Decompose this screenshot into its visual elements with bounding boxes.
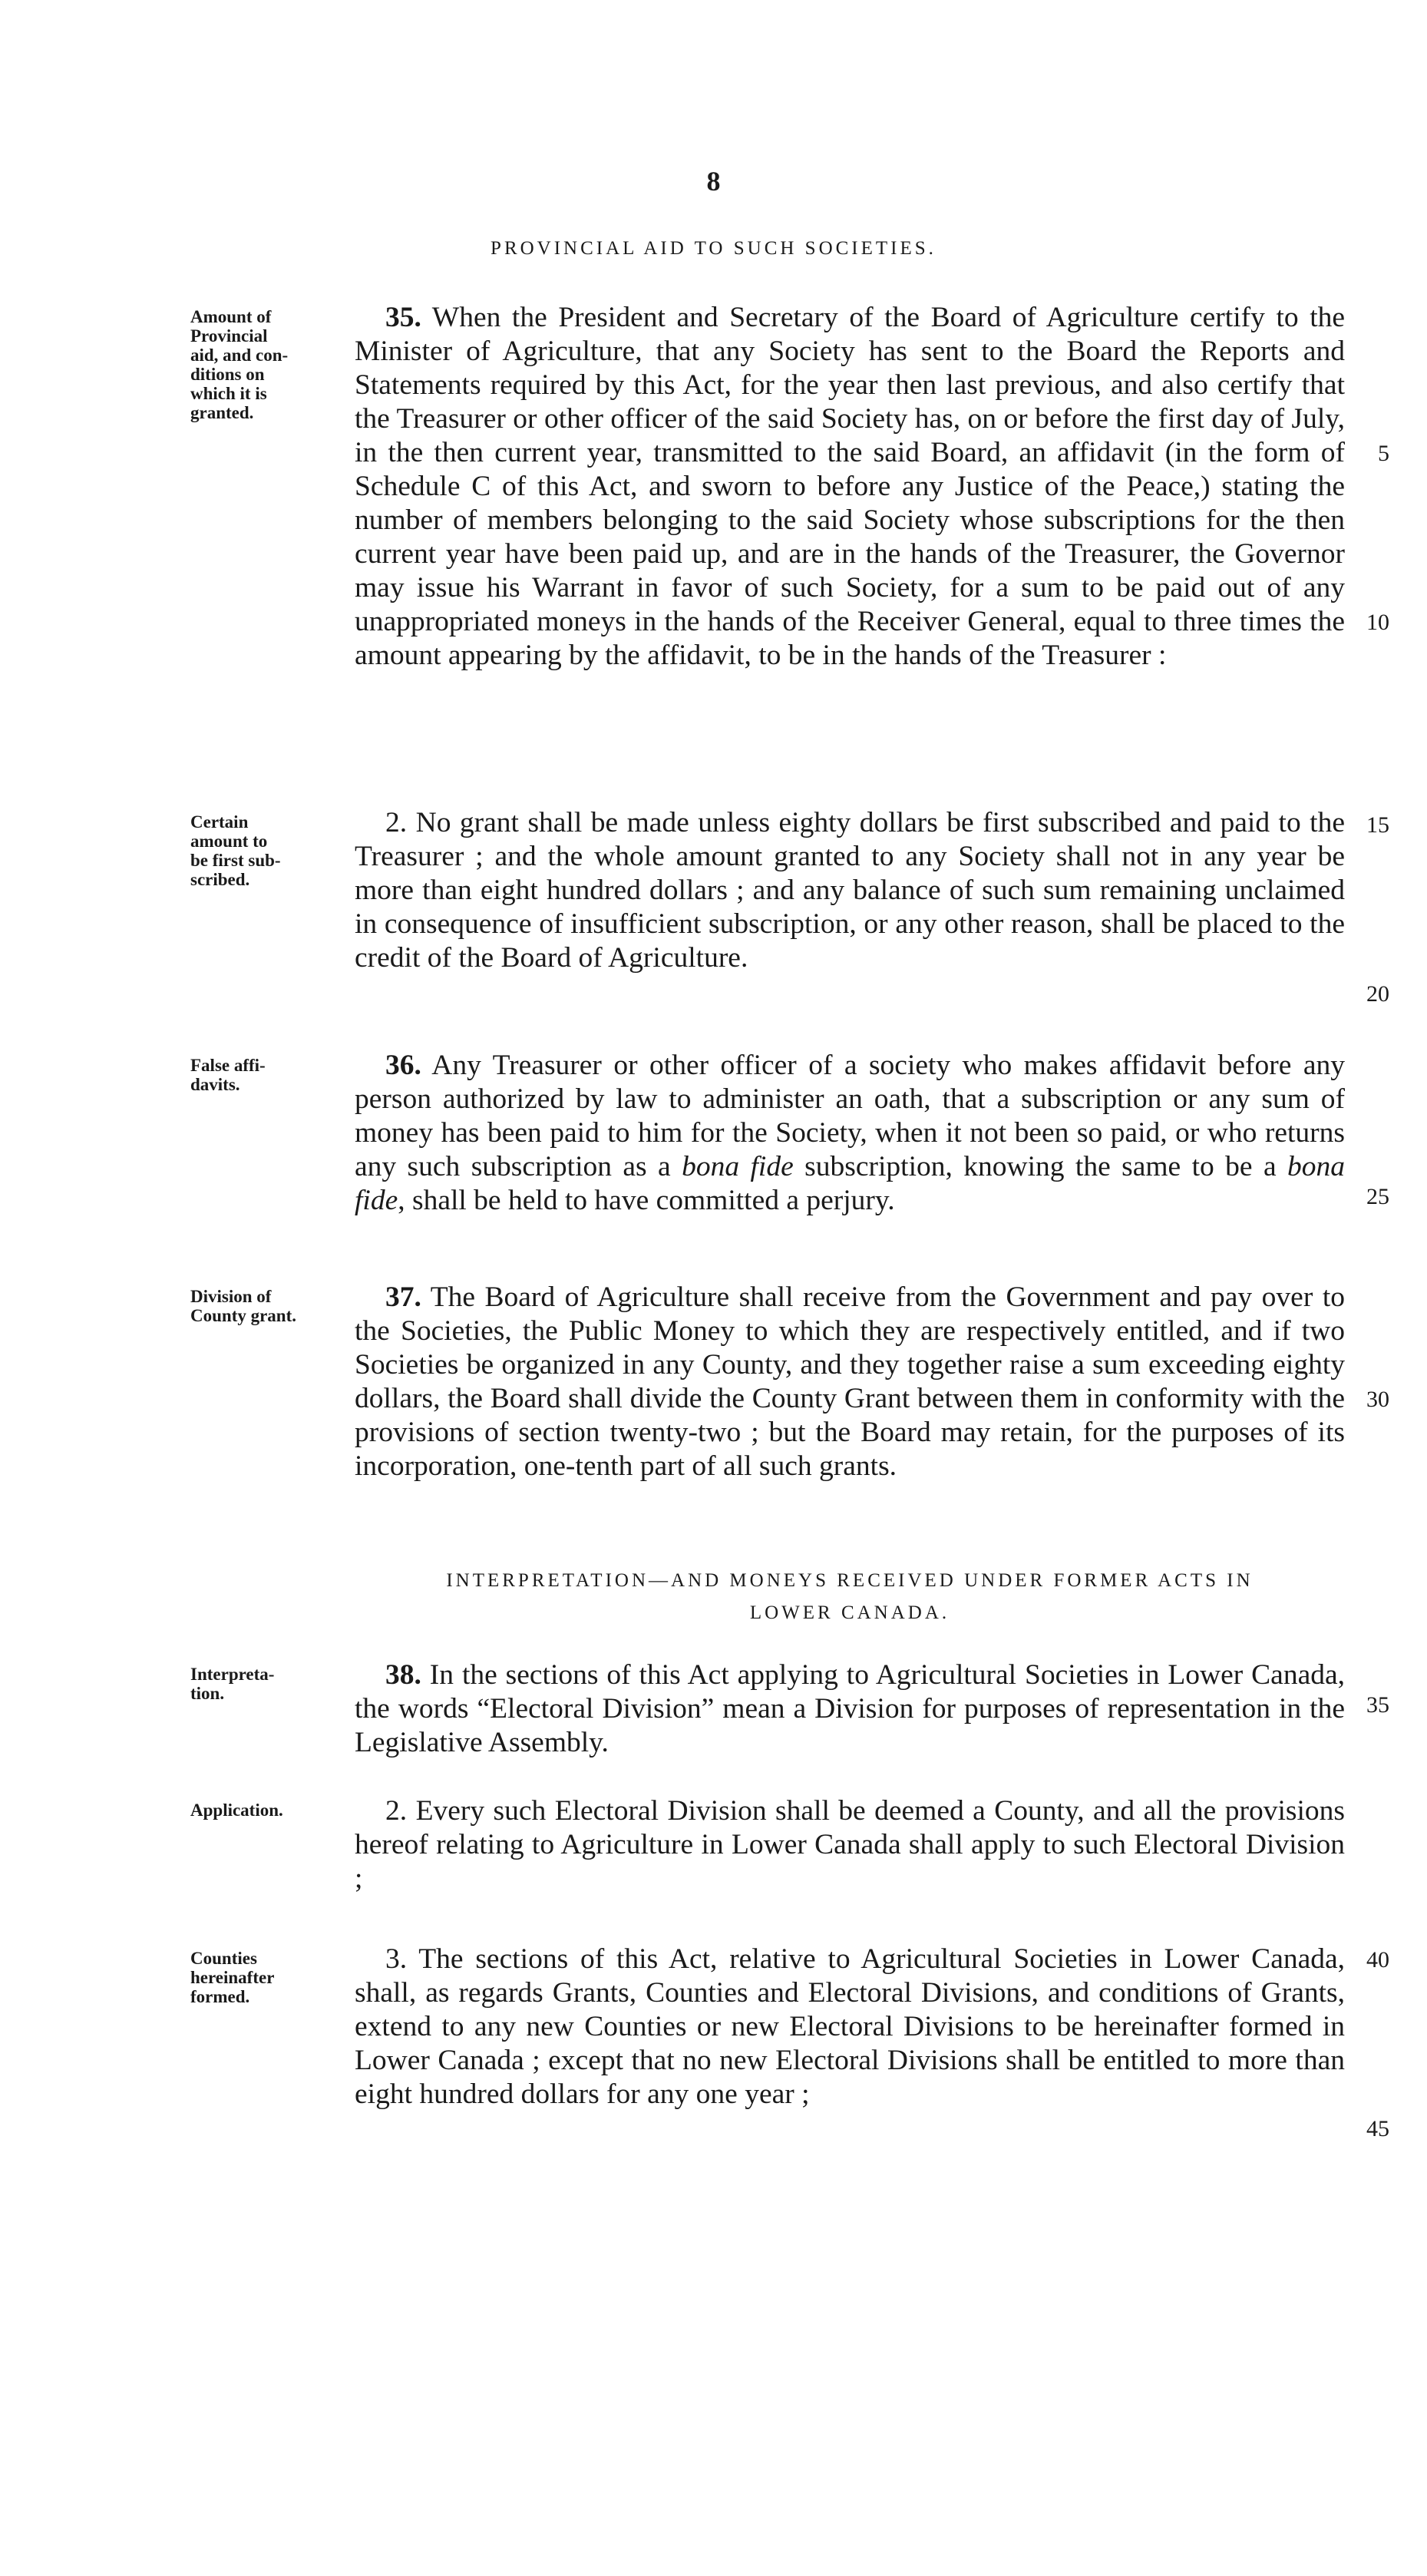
section-number: 2. — [385, 1795, 408, 1827]
line-number: 5 — [1378, 441, 1389, 466]
marginal-note: Amount of Provincial aid, and con- ditions on which it is granted. — [190, 307, 289, 422]
line-number: 15 — [1366, 812, 1389, 838]
line-number: 25 — [1366, 1184, 1389, 1209]
section-text: When the President and Secretary of the Board of Agriculture certify to the Minister of Agriculture, that any Society has sent to the Board the Reports and Statements required by this Act, for the year then last previous, and also certify that the Treasurer or other officer of the said Society has, on or before the first day of July, in the then current year, transmitted to the said Board, an affidavit (in the form of Schedule C of this Act, and sworn to before any Justice of the Peace,) stating the number of members belonging to the said Society whose subscriptions for the then current year have been paid up, and are in the hands of the Treasurer, the Governor may issue his Warrant in favor of such Society, for a sum to be paid out of any unappropriated moneys in the hands of the Receiver General, equal to three times the amount appearing by the affidavit, to be in the hands of the Treasurer : — [355, 302, 1346, 671]
section-38 — [355, 1658, 1345, 1760]
section-number: 35. — [385, 302, 421, 333]
section-number: 36. — [385, 1050, 421, 1081]
section-text: The Board of Agriculture shall receive from the Government and pay over to the Societies, the Public Money to which they are respectively entitled, and if two Societies be organized in any County, and they together raise a sum exceeding eighty dollars, the Board shall divide the County Grant between them in conformity with the provisions of section twenty-two ; but the Board may retain, for the purposes of its incorporation, one-tenth part of all such grants. — [355, 1281, 1345, 1482]
section-text: The sections of this Act, relative to Agricultural Societies in Lower Canada, shall, as regards Grants, Counties and Electoral Divisions, and conditions of Grants, extend to any new Counties or new Electoral Divisions to be hereinafter formed in Lower Canada ; except that no new Electoral Divisions shall be entitled to more than eight hundred dollars for any one year ; — [355, 1943, 1345, 2110]
section-35 — [355, 301, 1345, 673]
page-number: 8 — [706, 166, 721, 197]
marginal-note: Division of County grant. — [190, 1287, 297, 1325]
section-number: 38. — [385, 1659, 421, 1691]
line-number: 45 — [1366, 2116, 1389, 2141]
section-38-3 — [355, 1943, 1345, 2111]
line-number: 30 — [1366, 1387, 1389, 1412]
section-text: Any Treasurer or other officer of a society who makes affidavit before any person authorized by law to administer an oath, that a subscription or any sum of money has been paid to him for the Society, when it not been so paid, or who returns any such subscription as a — [355, 1050, 1345, 1182]
section-text: Every such Electoral Division shall be deemed a County, and all the provisions hereof relating to Agriculture in Lower Canada shall apply to such Electoral Division ; — [355, 1795, 1346, 1894]
line-number: 40 — [1366, 1947, 1389, 1973]
subheading-line: LOWER CANADA. — [749, 1602, 950, 1623]
subheading-line: INTERPRETATION—AND MONEYS RECEIVED UNDER FORMER ACTS IN — [446, 1570, 1254, 1591]
section-36 — [355, 1049, 1345, 1218]
section-38-2 — [355, 1794, 1345, 1896]
section-text: In the sections of this Act applying to Agricultural Societies in Lower Canada, the words “Electoral Division” mean a Division for purposes of representation in the Legislative Assembly. — [355, 1659, 1345, 1758]
running-head: PROVINCIAL AID TO SUCH SOCIETIES. — [491, 238, 936, 259]
section-text: subscription, knowing the same to be a — [804, 1151, 1277, 1182]
section-37 — [355, 1281, 1345, 1483]
section-text: , shall be held to have committed a perjury. — [398, 1185, 895, 1216]
italic-term: bona fide — [682, 1151, 794, 1182]
marginal-note: Certain amount to be first sub- scribed. — [190, 812, 281, 889]
marginal-note: Counties hereinafter formed. — [190, 1949, 275, 2006]
line-number: 10 — [1366, 610, 1389, 635]
line-number: 35 — [1366, 1692, 1389, 1718]
line-number: 20 — [1366, 981, 1389, 1007]
section-number: 3. — [385, 1943, 408, 1975]
section-number: 37. — [385, 1281, 421, 1313]
italic-term: bona fide — [355, 1151, 1346, 1216]
section-number: 2. — [385, 807, 408, 838]
section-text: No grant shall be made unless eighty dollars be first subscribed and paid to the Treasurer ; and the whole amount granted to any Society shall not in any year be more than eight hundred dollars ; and any balance of such sum remaining unclaimed in consequence of insufficient subscription, or any other reason, shall be placed to the credit of the Board of Agriculture. — [355, 807, 1345, 974]
section-35-2 — [355, 806, 1345, 975]
subheading — [355, 1565, 1345, 1629]
marginal-note: False affi- davits. — [190, 1056, 266, 1094]
marginal-note: Interpreta- tion. — [190, 1665, 275, 1703]
marginal-note: Application. — [190, 1801, 283, 1820]
